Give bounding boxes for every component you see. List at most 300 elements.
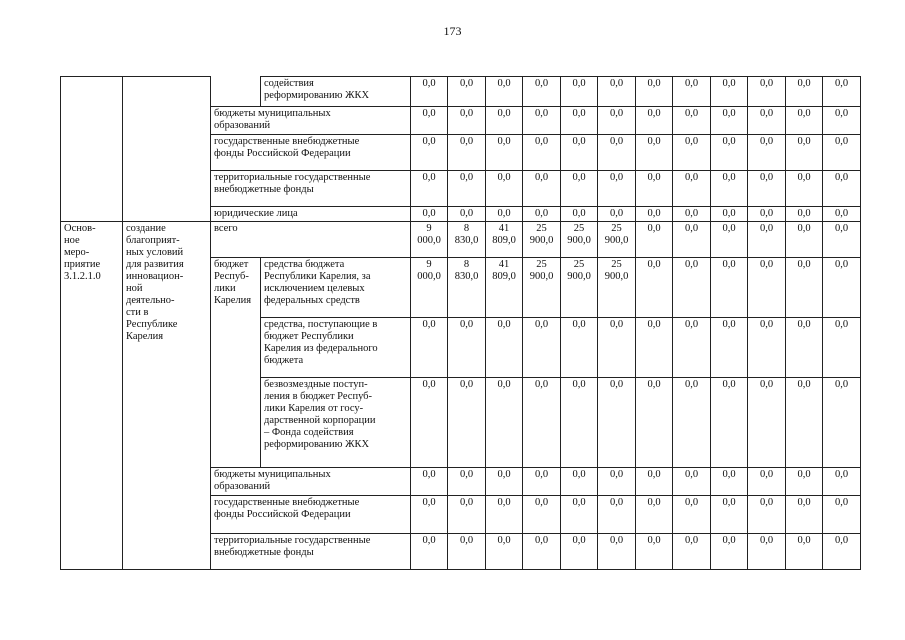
value-zero: 0,0 (534, 497, 549, 508)
source-label-cell (211, 171, 411, 207)
text-line: реформированию ЖКХ (264, 90, 370, 101)
value-cell (448, 468, 486, 496)
text-line: внебюджетные фонды (214, 184, 314, 195)
table-row (61, 222, 861, 258)
text-line: ной (126, 283, 143, 294)
value-cell (486, 534, 523, 570)
value-cell (448, 77, 486, 107)
value-cell (561, 318, 598, 378)
value-cell (748, 222, 786, 258)
value-cell (561, 222, 598, 258)
value-cell (636, 107, 673, 135)
value-cell (486, 171, 523, 207)
table-row (61, 207, 861, 222)
value-zero: 0,0 (534, 319, 549, 330)
value-zero: 0,0 (459, 108, 474, 119)
source-label-cell (211, 534, 411, 570)
text-line: образований (214, 481, 271, 492)
source-label-cell (211, 207, 411, 222)
value-zero: 0,0 (459, 136, 474, 147)
value-cell (561, 207, 598, 222)
value-zero: 0,0 (684, 497, 699, 508)
value-zero: 0,0 (722, 136, 736, 147)
value-cell (636, 468, 673, 496)
value-zero: 0,0 (722, 172, 736, 183)
text-line: 25 (536, 259, 547, 270)
value-zero: 0,0 (722, 78, 736, 89)
value-cell (786, 318, 823, 378)
text-line: 900,0 (567, 235, 591, 246)
value-cell (598, 496, 636, 534)
value-cell (673, 534, 711, 570)
value-zero: 0,0 (759, 497, 774, 508)
value-zero: 0,0 (684, 108, 699, 119)
value-cell (786, 207, 823, 222)
value-cell (448, 107, 486, 135)
value-zero: 0,0 (534, 535, 549, 546)
value-zero: 0,0 (797, 172, 811, 183)
value-cell (636, 534, 673, 570)
text-line: Карелия (126, 331, 164, 342)
value-zero: 0,0 (797, 497, 811, 508)
measure-name-cell (123, 171, 211, 207)
value-cell (486, 496, 523, 534)
value-cell (411, 534, 448, 570)
value-cell (636, 378, 673, 468)
text-line: 000,0 (417, 271, 441, 282)
value-cell (711, 318, 748, 378)
value-zero: 0,0 (759, 172, 774, 183)
value-cell (786, 171, 823, 207)
text-line: 9 (426, 259, 432, 270)
value-cell (823, 222, 861, 258)
value-zero: 0,0 (647, 319, 661, 330)
value-cell (786, 534, 823, 570)
value-zero: 0,0 (534, 136, 549, 147)
value-cell (673, 107, 711, 135)
value-cell (636, 318, 673, 378)
text-line: Карелия (214, 295, 252, 306)
value-zero: 0,0 (684, 259, 699, 270)
table-row (61, 135, 861, 171)
value-zero: 0,0 (722, 469, 736, 480)
value-zero: 0,0 (834, 379, 849, 390)
value-cell (411, 258, 448, 318)
value-zero: 0,0 (497, 497, 511, 508)
measure-name-cell (123, 107, 211, 135)
value-cell (486, 77, 523, 107)
value-zero: 0,0 (684, 535, 699, 546)
value-zero: 0,0 (797, 319, 811, 330)
value-cell (786, 222, 823, 258)
value-cell (636, 496, 673, 534)
measure-name-cell (123, 77, 211, 107)
value-zero: 0,0 (459, 379, 474, 390)
text-line: сти в (126, 307, 149, 318)
value-cell (823, 378, 861, 468)
value-zero: 0,0 (497, 319, 511, 330)
text-line: безвозмездные поступ- (264, 379, 368, 390)
value-cell (711, 222, 748, 258)
text-line: создание (126, 223, 166, 234)
value-zero: 0,0 (572, 469, 586, 480)
text-line: 900,0 (604, 271, 629, 282)
text-line: 809,0 (492, 235, 516, 246)
measure-name-cell (123, 207, 211, 222)
value-zero: 0,0 (834, 208, 849, 219)
value-cell (786, 468, 823, 496)
value-zero: 0,0 (422, 172, 436, 183)
value-zero: 0,0 (684, 136, 699, 147)
text-line: 900,0 (567, 271, 591, 282)
value-cell (561, 534, 598, 570)
text-line: Респуб- (214, 271, 249, 282)
text-line: юридические лица (214, 208, 298, 219)
text-line: федеральных средств (264, 295, 360, 306)
value-zero: 0,0 (647, 535, 661, 546)
value-cell (523, 171, 561, 207)
value-cell (486, 207, 523, 222)
value-cell (823, 496, 861, 534)
measure-code-cell (61, 171, 123, 207)
value-cell (711, 496, 748, 534)
value-cell (486, 135, 523, 171)
value-zero: 0,0 (759, 535, 774, 546)
text-line: реформированию ЖКХ (264, 439, 370, 450)
measure-code-cell (61, 107, 123, 135)
value-cell (711, 107, 748, 135)
value-cell (823, 107, 861, 135)
value-cell (748, 207, 786, 222)
value-zero: 0,0 (797, 208, 811, 219)
value-cell (411, 135, 448, 171)
value-cell (748, 107, 786, 135)
value-zero: 0,0 (759, 136, 774, 147)
value-zero: 0,0 (459, 208, 474, 219)
value-zero: 0,0 (534, 108, 549, 119)
value-zero: 0,0 (497, 78, 511, 89)
value-cell (823, 135, 861, 171)
value-zero: 0,0 (797, 259, 811, 270)
value-zero: 0,0 (572, 172, 586, 183)
value-cell (823, 468, 861, 496)
value-zero: 0,0 (834, 497, 849, 508)
text-line: фонды Российской Федерации (214, 509, 351, 520)
value-cell (523, 468, 561, 496)
measure-code-cell (61, 207, 123, 222)
value-cell (673, 222, 711, 258)
value-cell (561, 378, 598, 468)
value-zero: 0,0 (759, 78, 774, 89)
value-zero: 0,0 (834, 78, 849, 89)
value-zero: 0,0 (834, 319, 849, 330)
text-line: 900,0 (529, 271, 554, 282)
text-line: деятельно- (126, 295, 175, 306)
text-line: средства бюджета (264, 259, 345, 270)
value-cell (748, 135, 786, 171)
value-cell (636, 222, 673, 258)
value-cell (748, 468, 786, 496)
value-cell (786, 378, 823, 468)
value-cell (598, 135, 636, 171)
value-cell (636, 207, 673, 222)
total-label (211, 222, 411, 258)
value-cell (486, 222, 523, 258)
value-zero: 0,0 (722, 535, 736, 546)
text-line: бюджеты муниципальных (214, 469, 331, 480)
value-zero: 0,0 (834, 259, 849, 270)
value-cell (598, 258, 636, 318)
text-line: ления в бюджет Респуб- (264, 391, 373, 402)
value-cell (636, 135, 673, 171)
text-line: 25 (611, 223, 622, 234)
text-line: 900,0 (529, 235, 554, 246)
value-zero: 0,0 (647, 469, 661, 480)
value-cell (561, 107, 598, 135)
value-zero: 0,0 (834, 223, 849, 234)
text-line: территориальные государственные (214, 172, 371, 183)
measure-code-cell (61, 77, 123, 107)
value-cell (748, 258, 786, 318)
text-line: исключением целевых (264, 283, 365, 294)
value-cell (598, 468, 636, 496)
value-zero: 0,0 (572, 319, 586, 330)
value-zero: 0,0 (422, 379, 436, 390)
value-cell (448, 258, 486, 318)
value-cell (523, 77, 561, 107)
text-line: Республики Карелия, за (264, 271, 371, 282)
value-cell (598, 378, 636, 468)
value-cell (598, 207, 636, 222)
value-cell (598, 107, 636, 135)
value-zero: 0,0 (609, 319, 624, 330)
value-zero: 0,0 (459, 497, 474, 508)
value-cell (561, 77, 598, 107)
value-zero: 0,0 (609, 379, 624, 390)
value-cell (823, 207, 861, 222)
value-zero: 0,0 (684, 172, 699, 183)
value-zero: 0,0 (572, 379, 586, 390)
text-line: 8 (463, 259, 470, 270)
text-line: Республике (126, 319, 178, 330)
value-cell (523, 318, 561, 378)
value-cell (786, 258, 823, 318)
text-line: 25 (573, 223, 585, 234)
text-line: внебюджетные фонды (214, 547, 314, 558)
value-zero: 0,0 (722, 379, 736, 390)
value-zero: 0,0 (572, 108, 586, 119)
text-line: всего (214, 223, 238, 234)
text-line: 25 (611, 259, 622, 270)
source-cell (261, 258, 411, 318)
value-zero: 0,0 (609, 497, 624, 508)
value-zero: 0,0 (534, 78, 549, 89)
value-cell (523, 378, 561, 468)
text-line: 809,0 (492, 271, 516, 282)
value-zero: 0,0 (497, 208, 511, 219)
value-cell (598, 318, 636, 378)
value-cell (823, 171, 861, 207)
value-cell (448, 135, 486, 171)
value-zero: 0,0 (534, 379, 549, 390)
value-cell (823, 258, 861, 318)
value-zero: 0,0 (684, 223, 699, 234)
value-zero: 0,0 (647, 136, 661, 147)
value-zero: 0,0 (759, 208, 774, 219)
source-group-cell (211, 77, 261, 107)
value-cell (711, 77, 748, 107)
value-zero: 0,0 (609, 469, 624, 480)
value-cell (711, 468, 748, 496)
value-zero: 0,0 (647, 379, 661, 390)
value-zero: 0,0 (647, 497, 661, 508)
value-zero: 0,0 (534, 469, 549, 480)
text-line: ных условий (126, 247, 184, 258)
value-cell (711, 135, 748, 171)
value-zero: 0,0 (572, 78, 586, 89)
value-zero: 0,0 (422, 535, 436, 546)
value-zero: 0,0 (497, 535, 511, 546)
value-zero: 0,0 (609, 172, 624, 183)
text-line: 41 (498, 259, 510, 270)
value-cell (486, 468, 523, 496)
value-zero: 0,0 (834, 172, 849, 183)
value-zero: 0,0 (797, 223, 811, 234)
value-zero: 0,0 (497, 108, 511, 119)
value-cell (673, 318, 711, 378)
value-zero: 0,0 (647, 259, 661, 270)
measure-name (123, 222, 211, 570)
text-line: инновацион- (126, 271, 184, 282)
text-line: бюджета (264, 355, 304, 366)
value-zero: 0,0 (609, 535, 624, 546)
value-zero: 0,0 (422, 469, 436, 480)
value-cell (711, 534, 748, 570)
text-line: Карелия из федерального (264, 343, 378, 354)
value-cell (673, 496, 711, 534)
value-cell (561, 468, 598, 496)
value-zero: 0,0 (797, 136, 811, 147)
text-line: 25 (573, 259, 585, 270)
value-cell (748, 534, 786, 570)
text-line: фонды Российской Федерации (214, 148, 351, 159)
text-line: 41 (498, 223, 510, 234)
text-line: государственные внебюджетные (214, 136, 360, 147)
text-line: бюджет Республики (264, 331, 354, 342)
value-cell (448, 378, 486, 468)
value-cell (411, 222, 448, 258)
source-cell (261, 378, 411, 468)
value-zero: 0,0 (572, 208, 586, 219)
value-cell (411, 107, 448, 135)
source-label-cell (211, 135, 411, 171)
value-zero: 0,0 (497, 136, 511, 147)
value-cell (673, 468, 711, 496)
value-cell (523, 258, 561, 318)
value-cell (486, 107, 523, 135)
text-line: – Фонда содействия (264, 427, 354, 438)
value-zero: 0,0 (834, 136, 849, 147)
value-cell (598, 171, 636, 207)
text-line: ное (64, 235, 80, 246)
value-zero: 0,0 (759, 319, 774, 330)
value-zero: 0,0 (459, 469, 474, 480)
value-zero: 0,0 (834, 108, 849, 119)
value-cell (748, 171, 786, 207)
text-line: для развития (126, 259, 184, 270)
value-zero: 0,0 (684, 379, 699, 390)
value-zero: 0,0 (722, 259, 736, 270)
value-cell (523, 496, 561, 534)
value-zero: 0,0 (459, 535, 474, 546)
table-row (61, 107, 861, 135)
value-zero: 0,0 (797, 535, 811, 546)
value-cell (411, 468, 448, 496)
value-cell (561, 135, 598, 171)
value-cell (636, 77, 673, 107)
source-label-cell (211, 468, 411, 496)
source-cell (261, 77, 411, 107)
value-zero: 0,0 (797, 78, 811, 89)
value-cell (561, 171, 598, 207)
value-cell (673, 135, 711, 171)
value-zero: 0,0 (534, 172, 549, 183)
value-cell (486, 258, 523, 318)
budget-table (60, 76, 861, 570)
text-line: благоприят- (126, 235, 180, 246)
value-cell (411, 171, 448, 207)
value-cell (598, 534, 636, 570)
value-zero: 0,0 (759, 223, 774, 234)
value-zero: 0,0 (834, 535, 849, 546)
value-cell (561, 496, 598, 534)
value-cell (411, 207, 448, 222)
value-cell (523, 207, 561, 222)
text-line: 830,0 (454, 271, 479, 282)
value-cell (448, 171, 486, 207)
value-zero: 0,0 (797, 108, 811, 119)
value-zero: 0,0 (422, 497, 436, 508)
value-zero: 0,0 (684, 469, 699, 480)
value-cell (748, 496, 786, 534)
text-line: 900,0 (604, 235, 629, 246)
value-zero: 0,0 (422, 208, 436, 219)
value-zero: 0,0 (459, 319, 474, 330)
value-zero: 0,0 (684, 319, 699, 330)
value-zero: 0,0 (759, 379, 774, 390)
value-cell (523, 107, 561, 135)
measure-name-cell (123, 135, 211, 171)
value-cell (823, 77, 861, 107)
value-cell (711, 258, 748, 318)
value-zero: 0,0 (459, 78, 474, 89)
value-cell (711, 378, 748, 468)
text-line: лики Карелия от госу- (264, 403, 364, 414)
value-cell (598, 222, 636, 258)
value-zero: 0,0 (759, 108, 774, 119)
value-cell (448, 222, 486, 258)
value-zero: 0,0 (647, 172, 661, 183)
text-line: лики (214, 283, 236, 294)
value-cell (598, 77, 636, 107)
page-number: 173 (443, 24, 462, 38)
value-zero: 0,0 (647, 108, 661, 119)
value-zero: 0,0 (647, 78, 661, 89)
source-label-cell (211, 107, 411, 135)
value-zero: 0,0 (497, 172, 511, 183)
text-line: бюджет (214, 259, 249, 270)
value-zero: 0,0 (497, 379, 511, 390)
